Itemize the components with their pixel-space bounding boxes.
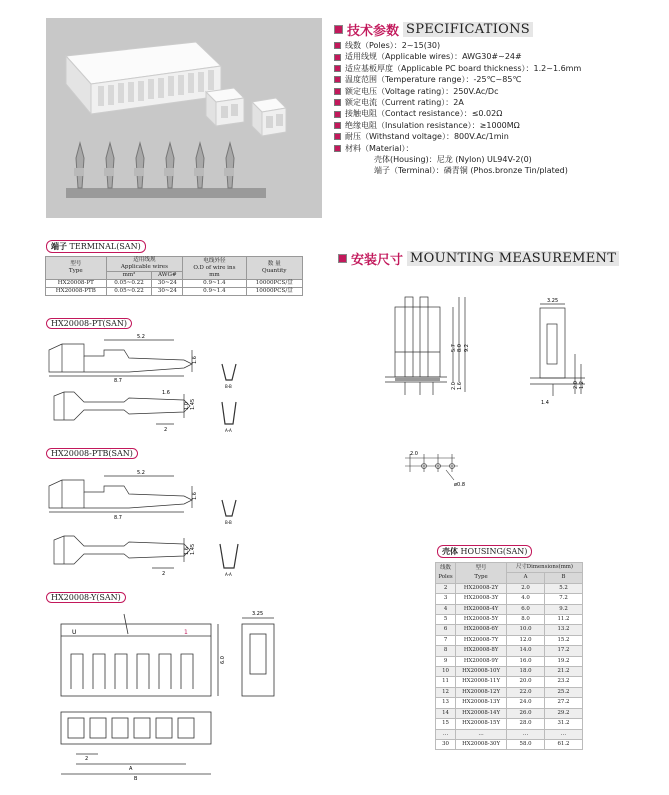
table-row: HX20008-PTB 0.05~0.22 30~24 0.9~1.4 10000PCS/盘 bbox=[46, 288, 303, 296]
pt-dim-1-45: 1.45 bbox=[190, 398, 196, 410]
col-poles: 线数 Poles bbox=[436, 563, 456, 584]
pt-drawing-label: HX20008-PT(SAN) bbox=[46, 318, 132, 329]
table-row: 11 HX20008-11Y 20.0 23.2 bbox=[436, 677, 583, 687]
spec-row: 温度范围（Temperature range）：-25℃~85℃ bbox=[334, 74, 664, 85]
housing-label: 壳体 HOUSING(SAN) bbox=[437, 545, 532, 558]
table-row: 4 HX20008-4Y 6.0 9.2 bbox=[436, 604, 583, 614]
pt-dim-1-6: 1.6 bbox=[192, 356, 198, 364]
terminal-table bbox=[45, 256, 303, 296]
mount-dim-pitch: 2.0 bbox=[410, 451, 418, 457]
ptb-section-aa: A-A bbox=[225, 572, 232, 577]
ptb-dim-1-6b: 1.6 bbox=[184, 547, 190, 555]
mounting-title-cn: 安装尺寸 bbox=[351, 253, 404, 268]
y-mark-u: U bbox=[72, 629, 77, 636]
mount-dim-5-7: 5.7 bbox=[451, 344, 457, 352]
table-row: 8 HX20008-8Y 14.0 17.2 bbox=[436, 646, 583, 656]
square-bullet-icon bbox=[334, 111, 341, 118]
col-b: B bbox=[545, 573, 583, 583]
housing-2-pin-image bbox=[252, 98, 286, 136]
square-bullet-icon bbox=[334, 76, 341, 83]
col-wires: 适用线规 Applicable wires bbox=[106, 257, 183, 272]
connector-photo-illustration bbox=[46, 18, 322, 218]
pt-dim-8-7: 8.7 bbox=[114, 378, 122, 384]
col-type: 型号 Type bbox=[46, 257, 107, 280]
table-row: 12 HX20008-12Y 22.0 25.2 bbox=[436, 687, 583, 697]
housing-table bbox=[435, 562, 583, 750]
y-mark-1: 1 bbox=[184, 629, 188, 636]
y-dim-6-0: 6.0 bbox=[220, 656, 226, 664]
table-row: 30 HX20008-30Y 58.0 61.2 bbox=[436, 739, 583, 749]
specifications-list bbox=[334, 40, 664, 177]
mount-dim-8-0: 8.0 bbox=[457, 344, 463, 352]
material-housing: 壳体(Housing)：尼龙 (Nylon) UL94V-2(0) bbox=[374, 155, 532, 165]
square-bullet-icon bbox=[334, 65, 341, 72]
square-bullet-icon bbox=[334, 122, 341, 129]
ptb-dim-5-2: 5.2 bbox=[137, 470, 145, 476]
y-dim-pitch: 2 bbox=[85, 756, 89, 762]
mounting-side-section-drawing bbox=[375, 292, 475, 400]
y-dim-a: A bbox=[129, 766, 133, 772]
table-row: 13 HX20008-13Y 24.0 27.2 bbox=[436, 698, 583, 708]
square-bullet-icon bbox=[334, 42, 341, 49]
spec-row: 耐压（Withstand voltage）：800V.Ac/1min bbox=[334, 131, 664, 142]
ptb-section-bb: B-B bbox=[225, 520, 232, 525]
table-row: 14 HX20008-14Y 26.0 29.2 bbox=[436, 708, 583, 718]
pcb-hole-pattern-drawing bbox=[400, 448, 480, 492]
material-terminal: 端子（Terminal）：磷青铜 (Phos.bronze Tin/plated) bbox=[374, 166, 568, 176]
mount-dim-9-2: 9.2 bbox=[464, 344, 470, 352]
spec-row: 适用线规（Applicable wires）：AWG30#~24# bbox=[334, 51, 664, 62]
y-dim-3-25: 3.25 bbox=[252, 611, 264, 617]
specifications-title-cn: 技术参数 bbox=[347, 24, 400, 39]
square-bullet-icon bbox=[334, 133, 341, 140]
specifications-heading bbox=[334, 20, 533, 39]
ptb-dim-8-7: 8.7 bbox=[114, 515, 122, 521]
mount-dim-1-2: 1.2 bbox=[579, 381, 585, 389]
section-bullet-icon bbox=[338, 254, 347, 263]
table-row: 2 HX20008-2Y 2.0 5.2 bbox=[436, 583, 583, 593]
product-photo bbox=[46, 18, 322, 218]
mount-dim-1-6: 1.6 bbox=[457, 382, 463, 390]
mount-dim-2-0: 2.0 bbox=[451, 382, 457, 390]
square-bullet-icon bbox=[334, 99, 341, 106]
spec-row: 绝缘电阻（Insulation resistance）：≥1000MΩ bbox=[334, 120, 664, 131]
mounting-heading bbox=[338, 249, 619, 268]
spec-row: 接触电阻（Contact resistance）：≤0.02Ω bbox=[334, 108, 664, 119]
col-dimensions: 尺寸Dimensions(mm) bbox=[507, 563, 583, 573]
mount-dim-3-25: 3.25 bbox=[547, 298, 559, 304]
table-row: 10 HX20008-10Y 18.0 21.2 bbox=[436, 667, 583, 677]
pt-section-aa: A-A bbox=[225, 428, 232, 433]
mounting-end-section-drawing bbox=[525, 294, 595, 406]
mount-dim-2-0b: 2.0 bbox=[573, 381, 579, 389]
col-mm2: mm² bbox=[106, 272, 152, 280]
y-drawing-label: HX20008-Y(SAN) bbox=[46, 592, 126, 603]
table-row: 9 HX20008-9Y 16.0 19.2 bbox=[436, 656, 583, 666]
table-row: 3 HX20008-3Y 4.0 7.2 bbox=[436, 594, 583, 604]
spec-row: 额定电压（Voltage rating）：250V.Ac/Dc bbox=[334, 86, 664, 97]
pt-section-bb: B-B bbox=[225, 384, 232, 389]
specifications-title-en: SPECIFICATIONS bbox=[403, 22, 533, 37]
square-bullet-icon bbox=[334, 145, 341, 152]
table-row: HX20008-PT 0.05~0.22 30~24 0.9~1.4 10000PCS/盘 bbox=[46, 280, 303, 288]
ptb-dim-1-6: 1.6 bbox=[192, 492, 198, 500]
square-bullet-icon bbox=[334, 54, 341, 61]
pt-dim-1-6b: 1.6 bbox=[162, 390, 170, 396]
col-qty: 数 量 Quantity bbox=[246, 257, 302, 280]
table-row: 6 HX20008-6Y 10.0 13.2 bbox=[436, 625, 583, 635]
mount-dim-1-4: 1.4 bbox=[541, 400, 549, 406]
ptb-dim-2: 2 bbox=[162, 571, 166, 577]
pt-terminal-drawing bbox=[44, 328, 254, 438]
spec-row: 线数（Poles）：2~15(30) bbox=[334, 40, 664, 51]
pt-dim-5-2: 5.2 bbox=[137, 334, 145, 340]
square-bullet-icon bbox=[334, 88, 341, 95]
ptb-drawing-label: HX20008-PTB(SAN) bbox=[46, 448, 138, 459]
col-a: A bbox=[507, 573, 545, 583]
y-dim-b: B bbox=[134, 776, 138, 782]
spec-row: 额定电流（Current rating）：2A bbox=[334, 97, 664, 108]
spec-row: 适应基板厚度（Applicable PC board thickness）：1.2~1.6mm bbox=[334, 63, 664, 74]
housing-3-pin-image bbox=[206, 88, 244, 126]
table-row: 5 HX20008-5Y 8.0 11.2 bbox=[436, 615, 583, 625]
table-row: 7 HX20008-7Y 12.0 15.2 bbox=[436, 635, 583, 645]
terminal-label: 端子 TERMINAL(SAN) bbox=[46, 240, 146, 253]
spec-row: 材料（Material）： bbox=[334, 143, 664, 154]
col-od: 电线外径 O.D of wire ins mm bbox=[183, 257, 246, 280]
col-awg: AWG# bbox=[152, 272, 183, 280]
ptb-terminal-drawing bbox=[44, 464, 254, 582]
pt-dim-2: 2 bbox=[164, 427, 168, 433]
section-bullet-icon bbox=[334, 25, 343, 34]
ptb-dim-1-45: 1.45 bbox=[190, 543, 196, 555]
table-row: … … … … bbox=[436, 729, 583, 739]
table-row: 15 HX20008-15Y 28.0 31.2 bbox=[436, 719, 583, 729]
col-type: 型号 Type bbox=[456, 563, 507, 584]
pt-dim-1-0: 1.0 bbox=[184, 402, 190, 410]
mount-dim-hole: ø0.8 bbox=[454, 482, 466, 488]
y-housing-drawing bbox=[56, 604, 286, 794]
mounting-title-en: MOUNTING MEASUREMENT bbox=[407, 251, 619, 266]
